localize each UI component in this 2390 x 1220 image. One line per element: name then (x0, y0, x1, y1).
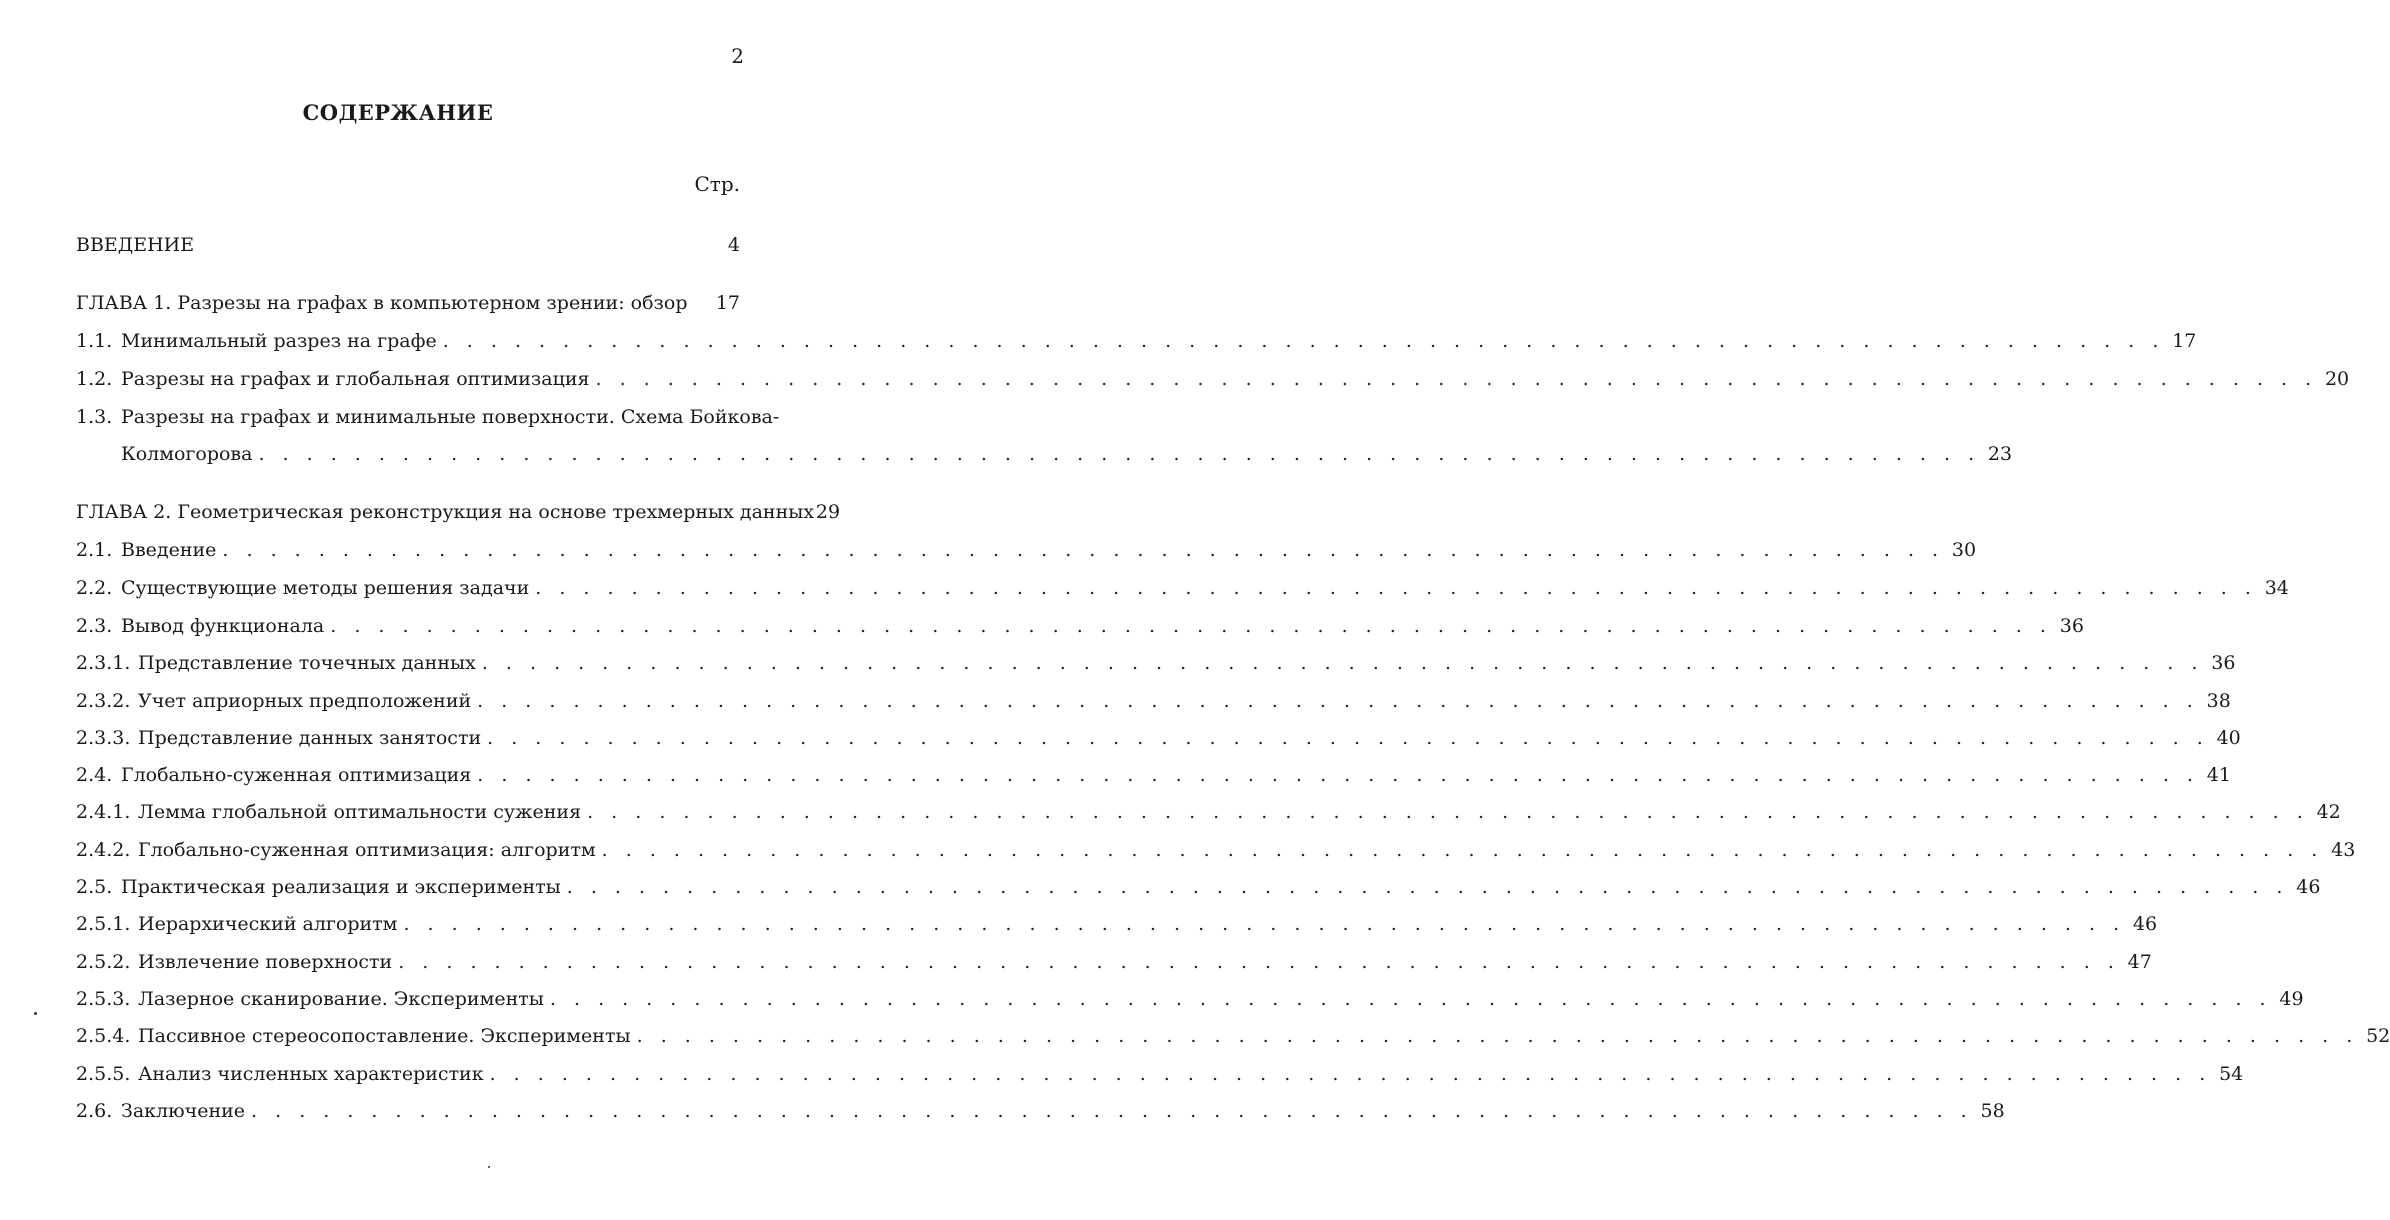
toc-entry-title: Разрезы на графах и глобальная оптимизация (121, 368, 590, 390)
dot-leader (567, 873, 2289, 901)
dot-leader (477, 687, 2199, 715)
toc-entry[interactable] (76, 724, 2241, 752)
toc-entry-title: Иерархический алгоритм (138, 913, 398, 935)
toc-entry-title: Представление данных занятости (138, 727, 482, 749)
toc-entry-number: 2.3.2. (76, 690, 131, 712)
toc-entry-page: 46 (2132, 913, 2158, 935)
toc-entry-number: 2.5.5. (76, 1063, 131, 1085)
scan-speck (34, 1012, 37, 1015)
dot-leader (251, 1097, 1973, 1125)
dot-leader (443, 327, 2165, 355)
toc-entry-number: 1.3. (76, 406, 113, 428)
toc-entry-page: 38 (2206, 690, 2231, 712)
toc-entry-number: 2.5.3. (76, 988, 131, 1010)
toc-entry[interactable] (76, 948, 2152, 976)
toc-entry-page: 20 (2324, 368, 2350, 390)
toc-entry-title: Пассивное стереосопоставление. Эксперименты (138, 1025, 631, 1047)
toc-entry[interactable] (76, 403, 780, 431)
toc-entry[interactable] (76, 365, 2350, 393)
toc-entry-chapter-1[interactable] (76, 289, 740, 317)
toc-entry-title: Вывод функционала (121, 615, 325, 637)
toc-entry-number: 2.4. (76, 764, 113, 786)
toc-entry[interactable] (76, 649, 2236, 677)
toc-entry[interactable] (76, 910, 2158, 938)
scan-speck (488, 1166, 490, 1168)
toc-entry[interactable] (76, 1060, 2244, 1088)
dot-leader (595, 365, 2317, 393)
toc-entry-title: Практическая реализация и эксперименты (121, 876, 561, 898)
page-number: 2 (731, 44, 744, 68)
toc-entry-page: 17 (2172, 330, 2197, 352)
toc-entry-number: 1.1. (76, 330, 113, 352)
toc-entry-page: 49 (2279, 988, 2304, 1010)
toc-entry-page: 34 (2264, 577, 2289, 599)
dot-leader (403, 910, 2125, 938)
toc-entry-number: 2.3. (76, 615, 113, 637)
dot-leader (637, 1022, 2359, 1050)
toc-entry-number: 2.4.2. (76, 839, 131, 861)
toc-entry-title: ВВЕДЕНИЕ (76, 234, 195, 256)
toc-entry-number: 1.2. (76, 368, 113, 390)
toc-entry-number: 2.3.3. (76, 727, 131, 749)
toc-entry-number: 2.5.2. (76, 951, 131, 973)
toc-entry-page: 46 (2296, 876, 2321, 898)
toc-entry-number: 2.6. (76, 1100, 113, 1122)
toc-entry-page: 4 (727, 234, 740, 256)
toc-entry-page: 29 (815, 501, 841, 523)
toc-entry-introduction[interactable] (76, 231, 740, 259)
toc-entry-title: Заключение (121, 1100, 246, 1122)
toc-entry-title: Лемма глобальной оптимальности сужения (138, 801, 582, 823)
toc-entry[interactable] (76, 612, 2084, 640)
toc-entry-page: 47 (2127, 951, 2152, 973)
toc-entry-title: Извлечение поверхности (138, 951, 393, 973)
toc-entry[interactable] (76, 798, 2341, 826)
toc-entry-title: Глобально-суженная оптимизация: алгоритм (138, 839, 596, 861)
toc-entry-title: Существующие методы решения задачи (121, 577, 530, 599)
toc-entry[interactable] (76, 536, 1977, 564)
toc-entry-title: Введение (121, 539, 217, 561)
toc-entry-number: 2.5. (76, 876, 113, 898)
toc-entry-chapter-2[interactable] (76, 498, 841, 526)
toc-entry[interactable] (76, 873, 2321, 901)
toc-entry[interactable] (76, 985, 2304, 1013)
toc-entry-continuation[interactable] (121, 440, 2013, 468)
toc-entry-page: 30 (1951, 539, 1977, 561)
page-column-label: Стр. (694, 172, 740, 196)
toc-entry[interactable] (76, 836, 2356, 864)
page-title: СОДЕРЖАНИЕ (302, 100, 494, 125)
toc-entry-number: 2.3.1. (76, 652, 131, 674)
toc-entry[interactable] (76, 1097, 2005, 1125)
dot-leader (602, 836, 2324, 864)
toc-entry-page: 23 (1987, 443, 2013, 465)
toc-entry-page: 17 (715, 292, 740, 314)
toc-entry-title: Колмогорова (121, 443, 253, 465)
toc-entry-page: 58 (1980, 1100, 2005, 1122)
dot-leader (550, 985, 2272, 1013)
dot-leader (487, 724, 2209, 752)
dot-leader (477, 761, 2199, 789)
toc-entry-title: Глобально-суженная оптимизация (121, 764, 472, 786)
toc-entry[interactable] (76, 687, 2231, 715)
toc-entry-page: 36 (2059, 615, 2084, 637)
toc-entry-title: Минимальный разрез на графе (121, 330, 437, 352)
dot-leader (398, 948, 2120, 976)
toc-entry[interactable] (76, 761, 2231, 789)
dot-leader (482, 649, 2204, 677)
toc-entry-page: 42 (2316, 801, 2341, 823)
toc-entry-page: 54 (2219, 1063, 2244, 1085)
toc-entry-title: Учет априорных предположений (138, 690, 472, 712)
toc-entry-number: 2.1. (76, 539, 113, 561)
toc-entry-title: Анализ численных характеристик (138, 1063, 484, 1085)
toc-entry-title: ГЛАВА 2. Геометрическая реконструкция на основе трехмерных данных (76, 501, 815, 523)
toc-entry-number: 2.2. (76, 577, 113, 599)
toc-entry-page: 52 (2366, 1025, 2390, 1047)
toc-entry-page: 41 (2206, 764, 2231, 786)
dot-leader (490, 1060, 2212, 1088)
dot-leader (222, 536, 1944, 564)
toc-entry-title: Представление точечных данных (138, 652, 476, 674)
toc-entry-title: Лазерное сканирование. Эксперименты (138, 988, 544, 1010)
toc-entry-page: 40 (2216, 727, 2241, 749)
toc-entry-number: 2.5.1. (76, 913, 131, 935)
toc-entry-page: 36 (2211, 652, 2236, 674)
dot-leader (330, 612, 2052, 640)
toc-entry-number: 2.5.4. (76, 1025, 131, 1047)
toc-entry[interactable] (76, 327, 2197, 355)
dot-leader (535, 574, 2257, 602)
toc-entry-number: 2.4.1. (76, 801, 131, 823)
dot-leader (587, 798, 2309, 826)
dot-leader (258, 440, 1980, 468)
toc-entry-page: 43 (2331, 839, 2356, 861)
toc-entry[interactable] (76, 1022, 2390, 1050)
toc-entry[interactable] (76, 574, 2289, 602)
toc-entry-title: ГЛАВА 1. Разрезы на графах в компьютерном зрении: обзор (76, 292, 688, 314)
toc-entry-title: Разрезы на графах и минимальные поверхности. Схема Бойкова- (121, 406, 780, 428)
